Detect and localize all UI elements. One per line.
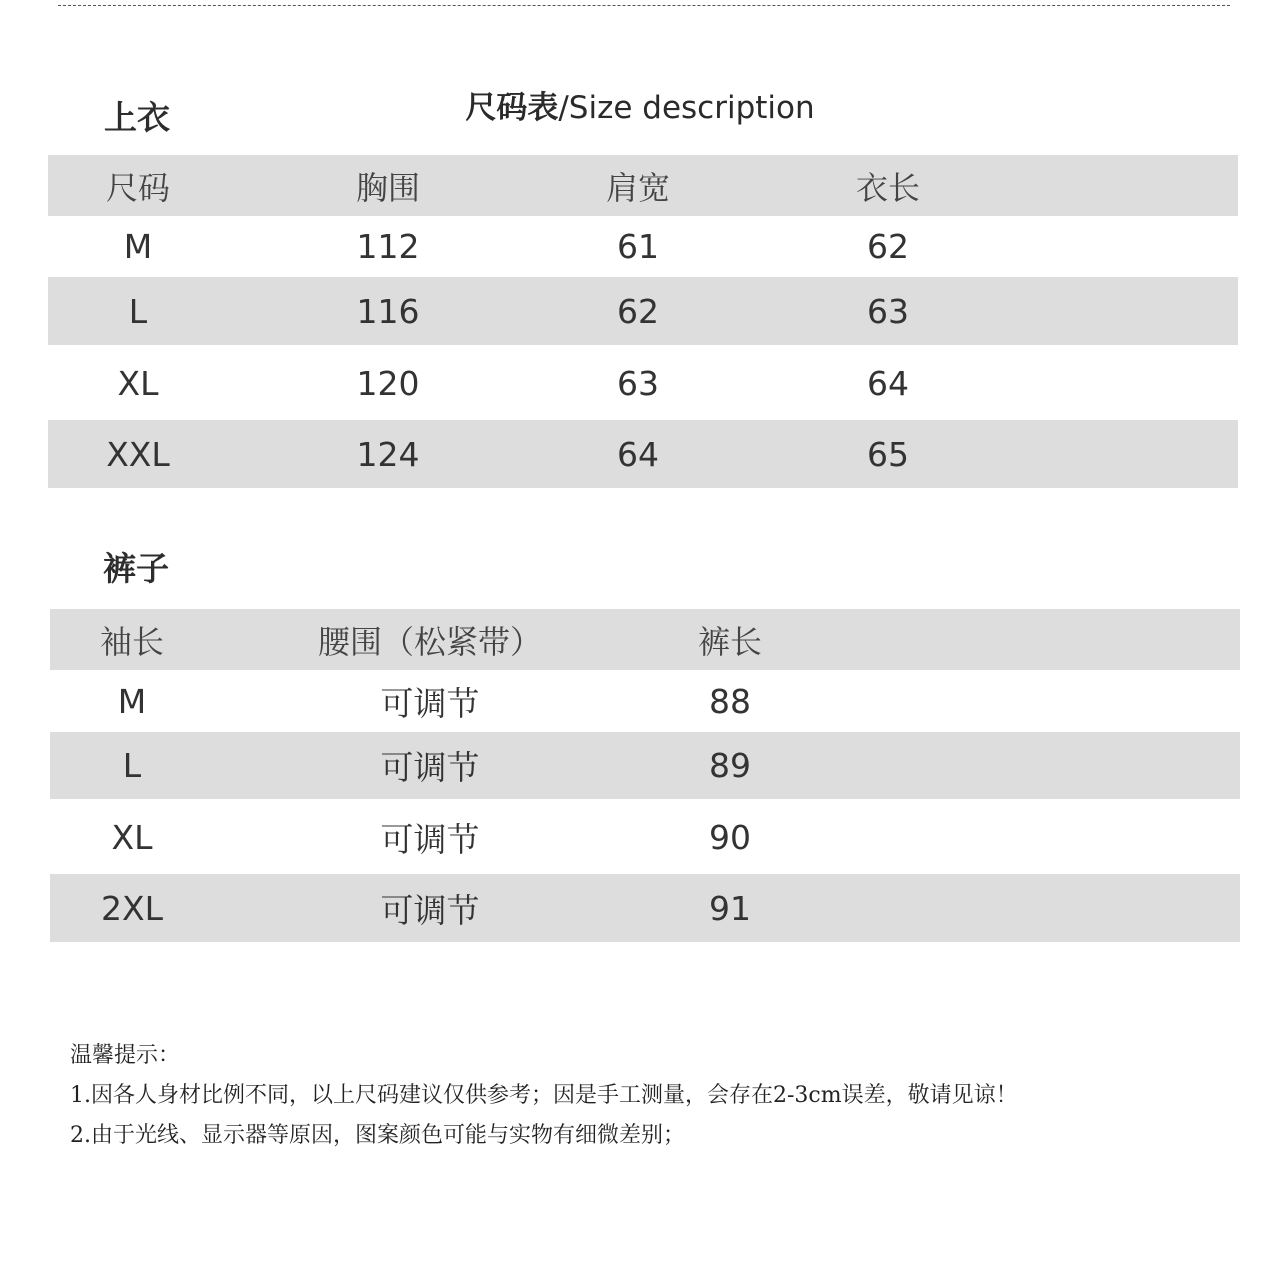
pants-cell-size: L	[122, 746, 142, 785]
tops-cell-chest: 120	[356, 363, 420, 403]
tops-size-table	[48, 155, 1238, 488]
tops-section-title: 上衣	[104, 98, 170, 137]
tops-cell-chest: 116	[356, 291, 420, 331]
notes-block	[70, 1036, 1018, 1156]
tops-header-size: 尺码	[105, 168, 170, 207]
table-row	[50, 874, 1240, 942]
tops-cell-length: 65	[867, 434, 909, 474]
tops-header-length: 衣长	[855, 168, 920, 207]
pants-cell-waist: 可调节	[380, 890, 480, 930]
tops-cell-chest: 112	[356, 227, 420, 266]
pants-header-length: 裤长	[697, 622, 762, 661]
pants-cell-length: 91	[709, 888, 751, 928]
tops-cell-length: 64	[867, 363, 909, 403]
pants-cell-length: 89	[709, 746, 751, 785]
pants-size-table	[50, 609, 1240, 942]
tops-cell-shoulder: 64	[617, 434, 659, 474]
pants-cell-waist: 可调节	[380, 748, 480, 787]
tops-cell-size: XXL	[106, 434, 170, 474]
table-row	[48, 420, 1238, 488]
pants-cell-size: 2XL	[101, 888, 163, 928]
pants-header-row	[50, 609, 1240, 670]
page-title-en: /Size description	[558, 90, 815, 126]
tops-header-row	[48, 155, 1238, 216]
notes-heading: 温馨提示：	[70, 1043, 181, 1068]
tops-cell-size: L	[128, 291, 148, 331]
top-dashed-divider	[58, 5, 1230, 6]
page-title	[0, 88, 1280, 128]
table-row	[48, 216, 1238, 277]
pants-section-title: 裤子	[103, 549, 169, 588]
pants-cell-length: 88	[709, 681, 751, 721]
table-row	[48, 347, 1238, 419]
tops-header-chest: 胸围	[355, 168, 420, 207]
notes-line: 1.因各人身材比例不同，以上尺码建议仅供参考；因是手工测量，会存在2-3cm误差，敬请见谅！	[70, 1083, 1018, 1108]
tops-cell-length: 63	[867, 291, 909, 331]
tops-cell-length: 62	[867, 227, 909, 266]
tops-cell-size: M	[123, 227, 153, 266]
pants-cell-size: M	[117, 681, 147, 721]
pants-cell-size: XL	[111, 817, 153, 857]
tops-cell-size: XL	[117, 363, 159, 403]
pants-header-waist: 腰围（松紧带）	[317, 622, 542, 661]
pants-header-size: 袖长	[99, 622, 164, 661]
tops-cell-chest: 124	[356, 434, 420, 474]
tops-cell-shoulder: 63	[617, 363, 659, 403]
notes-line: 2.由于光线、显示器等原因，图案颜色可能与实物有细微差别；	[70, 1123, 685, 1148]
tops-header-shoulder: 肩宽	[605, 168, 670, 207]
table-row	[48, 277, 1238, 345]
pants-cell-length: 90	[709, 817, 751, 857]
page-title-cn: 尺码表	[465, 90, 559, 126]
pants-cell-waist: 可调节	[380, 819, 480, 859]
table-row	[50, 801, 1240, 873]
table-row	[50, 670, 1240, 732]
pants-cell-waist: 可调节	[380, 683, 480, 723]
tops-cell-shoulder: 62	[617, 291, 659, 331]
tops-cell-shoulder: 61	[617, 227, 659, 266]
table-row	[50, 732, 1240, 799]
